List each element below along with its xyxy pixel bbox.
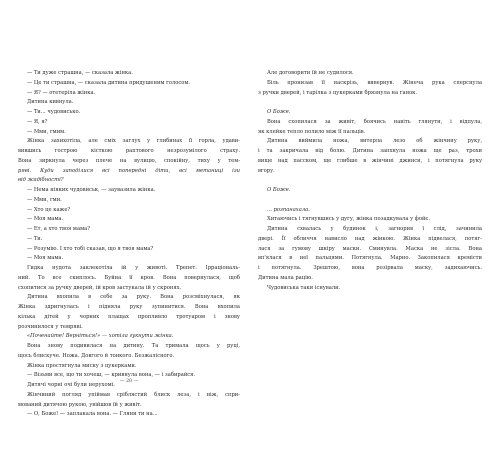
text-line	[258, 98, 482, 108]
text-line: Дитина схвалась у будинок і, загнорив ї слід, зачинила	[267, 226, 482, 232]
text-line: — Ти.	[27, 235, 43, 242]
text-line: — Розумію. І хто тобі сказав, що я твоя мама?	[27, 245, 154, 252]
text-line: — Ти дуже страшна, — сказала жінка.	[27, 70, 133, 76]
text-line: — Моя мама.	[27, 255, 64, 262]
text-line: схопитися за ручку дверей, ій кров застукала ій у скронях.	[18, 284, 182, 291]
text-line: Біль пронизав її наскрізь, вивернув. Жінеча рука сперснула	[267, 79, 482, 86]
text-line: Вона зиркнула через плече на вулицю, спокійну, тиху у тем-	[18, 157, 240, 164]
text-line: вгору.	[258, 167, 275, 174]
text-line: лася за гумову шкіру маски. Сминувла. Маска не зісла. Вона	[258, 245, 482, 252]
text-line: Вона знову подивилася на дитину. Та тримала щось у руці,	[27, 343, 240, 349]
page-number: — 20 —	[119, 379, 139, 384]
text-line: Гидка нудота заклекотіла ій у животі. Трепет. Ірраціональ-	[27, 265, 240, 271]
text-line: — Моя мама.	[27, 216, 64, 223]
text-line: — Мми, гми.	[27, 196, 62, 203]
text-line: — Мми, гмим.	[27, 128, 66, 135]
text-line: Але договорити їй не судилося.	[267, 70, 354, 76]
text-line: — Ет, а хто твоя мама?	[27, 226, 90, 232]
text-line: — Ти... чудовисько.	[27, 109, 81, 115]
text-line: розчинилося у темряві.	[18, 323, 83, 330]
right-text-column	[258, 69, 482, 293]
text-line: кілька дітей у чорних плащах пропливло тротуаром і знову	[18, 313, 240, 320]
text-line: — Це ти страшна, — сказала дитина придушеним голосом.	[27, 79, 191, 86]
text-line: Жінка простягнула миску з цукерками.	[27, 362, 137, 369]
text-line: і та закричала від болю. Дитина запхнула ножа ще раз, трохи	[258, 148, 482, 154]
text-line: мований дитячою рукою, увійшов їй у живіт.	[18, 401, 142, 408]
text-line: — Хто це каже?	[27, 206, 71, 213]
text-line: — Нема ніяких чудовиськ, — заувазила жінка.	[27, 187, 156, 193]
text-line: вище над пасском, ще глибше в жінчині джинси, і потягнула руку	[258, 157, 482, 164]
text-line: Дитина виймила ножа, витерла лезо об жінчину руку,	[267, 138, 482, 145]
text-line: Дитина мала рацію.	[258, 274, 313, 281]
text-line: ряві. Куди заподілися всі попередні діти, всі метаниці ізи	[18, 167, 240, 174]
text-line: — Я? — отетеріла жінка.	[27, 89, 96, 96]
text-line	[258, 196, 482, 206]
text-line: з ручки дверей, і тарілка з цукерками брязнула на ґанок.	[258, 89, 418, 96]
text-line: Хитаючись і тягнувшись у дугу, жінка позадкувала у фойє.	[267, 216, 430, 223]
left-text-column	[18, 69, 240, 420]
text-line: ... розпанахала.	[267, 206, 310, 213]
text-line: щось блискуче. Ножа. Довгого й тонкого. Безжалісного.	[18, 352, 175, 359]
text-line: О Боже.	[267, 109, 291, 115]
text-line: — О, Боже! — заплакала вона. — Гляни ти на...	[27, 411, 158, 418]
text-line: Дитина кивнула.	[27, 99, 74, 106]
text-line: — Я, я?	[27, 118, 48, 125]
text-line: О Боже.	[267, 187, 291, 193]
text-line	[258, 176, 482, 186]
text-line: «Поченайте! Верніться!» — хотіла гукнути жінка.	[27, 333, 174, 340]
text-line: ний. То все скиплось. Буйна її кров. Вона повернулася, щоб	[18, 274, 240, 281]
text-line: — Візьми все, що ти хочеш, — кривнула вона, — і забирайся.	[27, 372, 196, 379]
text-line: від жадібності?	[18, 177, 64, 184]
text-line: двері. Її обличчя нависло над жінкою. Жінка підвелася, потяг-	[258, 235, 482, 242]
text-line: Вона схопилася за живіт, боячись навіть глянути, і відпула,	[267, 118, 482, 125]
text-line: і потягнула. Зрештою, вона розірвала маску, задихаючись.	[258, 265, 482, 271]
text-line: Чудовиська таки існували.	[267, 284, 341, 291]
text-line: Дитячі чорні очі були нерухомі.	[27, 382, 115, 388]
text-line: Дитина вхопила в себе за руку. Вона розсміхнулася, як	[27, 294, 240, 301]
text-line: вп'ялася в неї пальцями. Потягнула. Марно. Закопилася кремісти	[258, 255, 482, 262]
text-line: Жінчиний погляд упіймав сріблястий блиск леза, і ніж, спри-	[27, 391, 240, 398]
text-line: вившись гострою кісткою раптового незрозумілого страху.	[18, 148, 240, 154]
text-line: Жінка здригнулась і підняла руку зупинитися. Вона вхопила	[18, 304, 240, 310]
text-line: як клейке тепло полило між її пальців.	[258, 128, 366, 135]
text-line: Жінка захихотіла, але сміх заглух у глибинах її горла, удави-	[27, 138, 240, 145]
